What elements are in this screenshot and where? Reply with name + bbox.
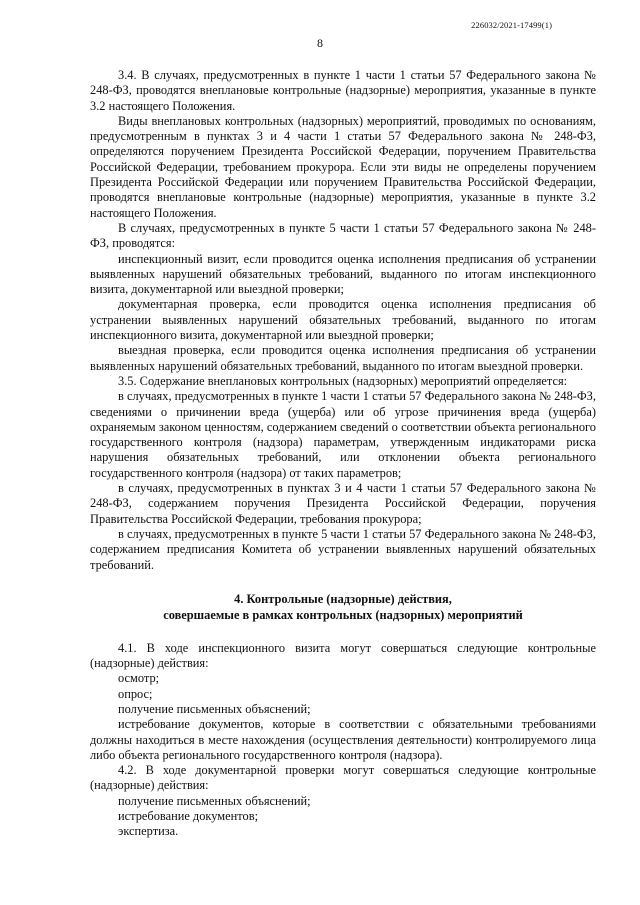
paragraph-3-4-cases: В случаях, предусмотренных в пункте 5 части 1 статьи 57 Федерального закона № 248-ФЗ, проводятся: (90, 220, 596, 251)
list-item: получение письменных объяснений; (118, 793, 311, 808)
section-4-title-line1: 4. Контрольные (надзорные) действия, (234, 591, 452, 606)
paragraph-3-5: 3.5. Содержание внеплановых контрольных (надзорных) мероприятий определяется: (118, 373, 568, 388)
paragraph-3-4: 3.4. В случаях, предусмотренных в пункте 1 части 1 статьи 57 Федерального закона № 248-ФЗ, проводятся внеплановые контрольные (надзорные) мероприятия, указанные в пункте 3.2 настоящего Положения. (90, 68, 596, 113)
paragraph-3-5-case3-4: в случаях, предусмотренных в пунктах 3 и 4 части 1 статьи 57 Федерального закона № 248-ФЗ, содержанием поручения Президента Российской Федерации, поручения Правительства Российской Федерации, требования прокурора; (90, 481, 596, 526)
document-body (90, 68, 596, 840)
paragraph-documentary-check: документарная проверка, если проводится оценка исполнения предписания об устранении выявленных нарушений обязательных требований, выданного по итогам инспекционного визита, документарной или выездной проверки; (90, 297, 596, 343)
paragraph-3-4-kinds: Виды внеплановых контрольных (надзорных) мероприятий, проводимых по основаниям, предусмотренным в пунктах 3 и 4 части 1 статьи 57 Федерального закона № 248-ФЗ, определяются поручением Президента Российской Федерации, поручением Правительства Российской Федерации, требованием прокурора. Если эти виды не определены поручением Президента Российской Федерации или поручением Правительства Российской Федерации, проводятся внеплановые контрольные (надзорные) мероприятия, указанные в пункте 3.2 настоящего Положения. (90, 113, 596, 220)
list-item: осмотр; (118, 671, 160, 686)
section-4-title-line2: совершаемые в рамках контрольных (надзорных) мероприятий (163, 607, 523, 622)
paragraph-4-2: 4.2. В ходе документарной проверки могут совершаться следующие контрольные (надзорные) действия: (90, 763, 596, 793)
document-number: 226032/2021-17499(1) (471, 20, 552, 30)
list-item: опрос; (118, 686, 153, 701)
paragraph-3-5-case5: в случаях, предусмотренных в пункте 5 части 1 статьи 57 Федерального закона № 248-ФЗ, содержанием предписания Комитета об устранении выявленных нарушений обязательных требований. (90, 526, 596, 572)
paragraph-3-5-case1: в случаях, предусмотренных в пункте 1 части 1 статьи 57 Федерального закона № 248-ФЗ, сведениями о причинении вреда (ущерба) или об угрозе причинения вреда (ущерба) охраняемым законом ценностям, содержанием сведений о соответствии объекта регионального государственного контроля (надзора) параметрам, утвержденным индикаторами риска нарушения обязательных требований, или отклонении объекта регионального государственного контроля (надзора) от таких параметров; (90, 389, 596, 480)
paragraph-4-1: 4.1. В ходе инспекционного визита могут совершаться следующие контрольные (надзорные) действия: (90, 640, 596, 671)
page-number: 8 (317, 36, 323, 50)
list-item: экспертиза. (118, 824, 179, 839)
list-item: получение письменных объяснений; (118, 701, 311, 716)
section-4-heading (90, 591, 596, 623)
paragraph-field-check: выездная проверка, если проводится оценка исполнения предписания об устранении выявленных нарушений обязательных требований, выданного по итогам выездной проверки. (90, 343, 596, 373)
list-item: истребование документов, которые в соответствии с обязательными требованиями должны находиться в месте нахождения (осуществления деятельности) контролируемого лица либо объекта регионального государственного контроля (надзора). (90, 717, 596, 762)
paragraph-inspection-visit: инспекционный визит, если проводится оценка исполнения предписания об устранении выявленных нарушений обязательных требований, выданного по итогам инспекционного визита, документарной или выездной проверки; (90, 251, 596, 297)
list-item: истребование документов; (118, 809, 259, 824)
